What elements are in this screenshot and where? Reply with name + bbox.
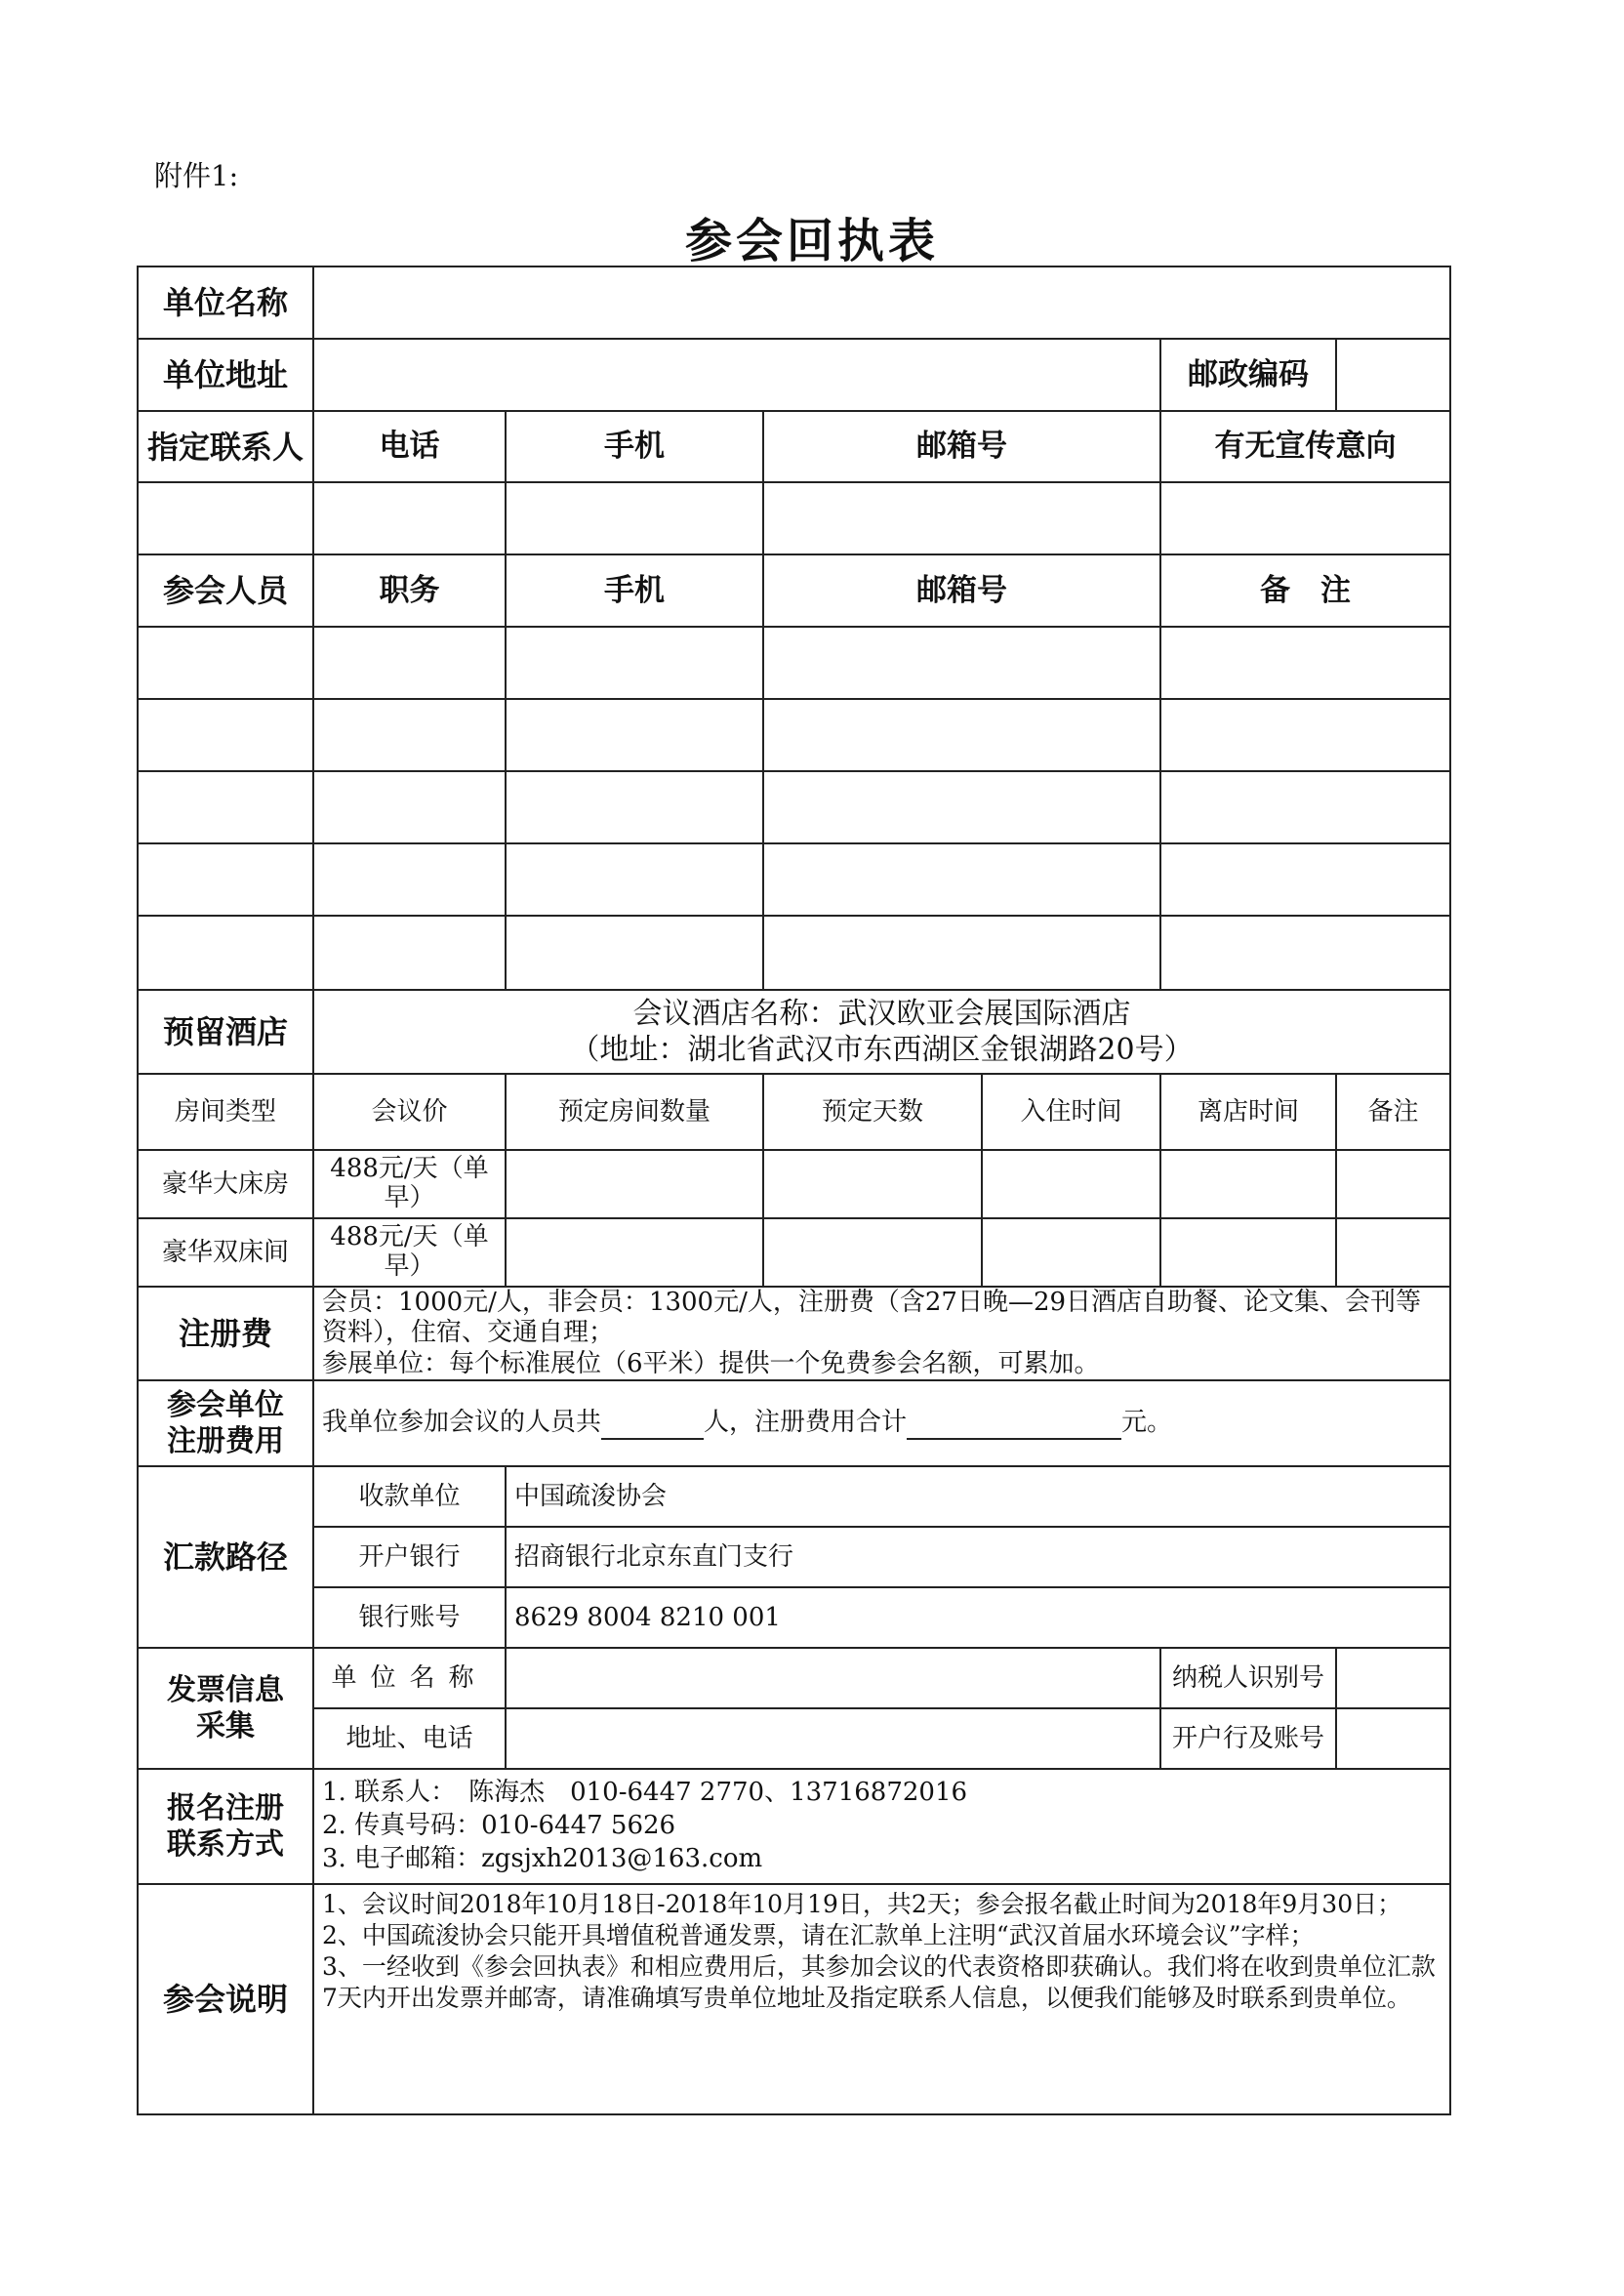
- remittance-value: 8629 8004 8210 001: [506, 1587, 1450, 1648]
- contact-mobile-field[interactable]: [506, 482, 763, 554]
- attendee-remark-field[interactable]: [1160, 916, 1450, 990]
- attendee-remark-field[interactable]: [1160, 771, 1450, 843]
- room-days-field[interactable]: [763, 1218, 982, 1287]
- room-header-row: [138, 1074, 1450, 1150]
- attendee-email-field[interactable]: [763, 843, 1160, 916]
- contact-input-row: [138, 482, 1450, 554]
- attendee-position-field[interactable]: [313, 843, 506, 916]
- email-item: 3. 电子邮箱：zgsjxh2013@163.com: [322, 1843, 763, 1873]
- attendee-mobile-field[interactable]: [506, 699, 763, 771]
- unit-fee-text: [313, 1380, 1450, 1466]
- remittance-key: 银行账号: [313, 1587, 506, 1648]
- attendees-col-mobile: 手机: [506, 554, 763, 627]
- registration-contact-row: [138, 1769, 1450, 1884]
- unit-address-field[interactable]: [313, 339, 1160, 411]
- hotel-label: 预留酒店: [138, 990, 313, 1074]
- invoice-row: [138, 1648, 1450, 1708]
- attendee-remark-field[interactable]: [1160, 843, 1450, 916]
- registration-fee-text: [313, 1287, 1450, 1380]
- room-remark-field[interactable]: [1336, 1150, 1450, 1218]
- room-checkout-field[interactable]: [1160, 1150, 1336, 1218]
- registration-fee-line2: 参展单位：每个标准展位（6平米）提供一个免费参会名额，可累加。: [322, 1348, 1100, 1378]
- unit-name-label: 单位名称: [138, 266, 313, 339]
- attendee-email-field[interactable]: [763, 916, 1160, 990]
- unit-fee-label-2: 注册费用: [167, 1424, 284, 1458]
- unit-fee-label: [138, 1380, 313, 1466]
- attendee-name-field[interactable]: [138, 699, 313, 771]
- room-days-field[interactable]: [763, 1150, 982, 1218]
- registration-fee-row: [138, 1287, 1450, 1380]
- attendee-count-field[interactable]: [601, 1407, 704, 1441]
- taxpayer-id-field[interactable]: [1336, 1648, 1450, 1708]
- invoice-address-phone-field[interactable]: [506, 1708, 1160, 1769]
- room-count-field[interactable]: [506, 1150, 763, 1218]
- hotel-info: [313, 990, 1450, 1074]
- attendee-remark-field[interactable]: [1160, 699, 1450, 771]
- contact-col-mobile: 手机: [506, 411, 763, 482]
- contact-col-email: 邮箱号: [763, 411, 1160, 482]
- remittance-value: 招商银行北京东直门支行: [506, 1527, 1450, 1587]
- attendee-mobile-field[interactable]: [506, 843, 763, 916]
- room-col-checkout: 离店时间: [1160, 1074, 1336, 1150]
- attendee-remark-field[interactable]: [1160, 627, 1450, 699]
- attendee-position-field[interactable]: [313, 771, 506, 843]
- remittance-row: [138, 1466, 1450, 1527]
- attendee-mobile-field[interactable]: [506, 916, 763, 990]
- attendee-email-field[interactable]: [763, 627, 1160, 699]
- room-row: [138, 1218, 1450, 1287]
- bank-account-label: 开户行及账号: [1160, 1708, 1336, 1769]
- contact-label: 指定联系人: [138, 411, 313, 482]
- attendee-name-field[interactable]: [138, 843, 313, 916]
- hotel-address: （地址：湖北省武汉市东西湖区金银湖路20号）: [570, 1033, 1194, 1067]
- attendee-row: [138, 699, 1450, 771]
- remittance-label: 汇款路径: [138, 1466, 313, 1648]
- room-col-count: 预定房间数量: [506, 1074, 763, 1150]
- attendee-row: [138, 916, 1450, 990]
- unit-address-label: 单位地址: [138, 339, 313, 411]
- room-row: [138, 1150, 1450, 1218]
- attendee-row: [138, 843, 1450, 916]
- invoice-row: [138, 1708, 1450, 1769]
- registration-fee-label: 注册费: [138, 1287, 313, 1380]
- room-type: 豪华双床间: [138, 1218, 313, 1287]
- attendee-mobile-field[interactable]: [506, 771, 763, 843]
- contact-name-field[interactable]: [138, 482, 313, 554]
- notes-text: [313, 1884, 1450, 2114]
- attendee-name-field[interactable]: [138, 771, 313, 843]
- registration-contact-info: [313, 1769, 1450, 1884]
- room-checkin-field[interactable]: [982, 1150, 1160, 1218]
- unit-address-row: [138, 339, 1450, 411]
- room-col-remark: 备注: [1336, 1074, 1450, 1150]
- room-checkin-field[interactable]: [982, 1218, 1160, 1287]
- contact-phone-field[interactable]: [313, 482, 506, 554]
- notes-label: 参会说明: [138, 1884, 313, 2114]
- contact-col-phone: 电话: [313, 411, 506, 482]
- unit-fee-text-a: 我单位参加会议的人员共: [322, 1407, 602, 1437]
- remittance-value: 中国疏浚协会: [506, 1466, 1450, 1527]
- attendee-position-field[interactable]: [313, 916, 506, 990]
- unit-name-row: [138, 266, 1450, 339]
- attendee-row: [138, 771, 1450, 843]
- attachment-label: 附件1:: [154, 159, 239, 192]
- unit-fee-label-1: 参会单位: [167, 1387, 284, 1422]
- room-col-days: 预定天数: [763, 1074, 982, 1150]
- registration-contact-label-1: 报名注册: [167, 1790, 284, 1825]
- room-price: 488元/天（单早）: [313, 1218, 506, 1287]
- remittance-key: 开户银行: [313, 1527, 506, 1587]
- postcode-field[interactable]: [1336, 339, 1450, 411]
- invoice-label-2: 采集: [196, 1709, 255, 1743]
- contact-email-field[interactable]: [763, 482, 1160, 554]
- attendee-row: [138, 627, 1450, 699]
- remittance-row: [138, 1587, 1450, 1648]
- unit-fee-text-c: 元。: [1121, 1407, 1173, 1437]
- note-item: 3、一经收到《参会回执表》和相应费用后，其参加会议的代表资格即获确认。我们将在收到贵单位汇款7天内开出发票并邮寄，请准确填写贵单位地址及指定联系人信息，以便我们能够及时联系到贵单位。: [322, 1952, 1436, 2012]
- attendee-email-field[interactable]: [763, 771, 1160, 843]
- room-price: 488元/天（单早）: [313, 1150, 506, 1218]
- notes-row: [138, 1884, 1450, 2114]
- unit-fee-text-b: 人，注册费用合计: [704, 1407, 908, 1437]
- attendee-mobile-field[interactable]: [506, 627, 763, 699]
- note-item: 1、会议时间2018年10月18日-2018年10月19日，共2天；参会报名截止时间为2018年9月30日；: [322, 1890, 1402, 1918]
- room-count-field[interactable]: [506, 1218, 763, 1287]
- registration-fee-line1: 会员：1000元/人，非会员：1300元/人，注册费（含27日晚—29日酒店自助餐、论文集、会刊等资料），住宿、交通自理；: [322, 1288, 1422, 1348]
- attendees-col-email: 邮箱号: [763, 554, 1160, 627]
- invoice-unit-name-field[interactable]: [506, 1648, 1160, 1708]
- room-remark-field[interactable]: [1336, 1218, 1450, 1287]
- contact-person-item: 1. 联系人： 陈海杰 010-6447 2770、13716872016: [322, 1778, 968, 1808]
- room-col-price: 会议价: [313, 1074, 506, 1150]
- room-checkout-field[interactable]: [1160, 1218, 1336, 1287]
- attendees-header-row: [138, 554, 1450, 627]
- invoice-label: [138, 1648, 313, 1769]
- remittance-key: 收款单位: [313, 1466, 506, 1527]
- remittance-row: [138, 1527, 1450, 1587]
- hotel-name: 会议酒店名称：武汉欧亚会展国际酒店: [632, 996, 1131, 1031]
- postcode-label: 邮政编码: [1160, 339, 1336, 411]
- note-item: 2、中国疏浚协会只能开具增值税普通发票，请在汇款单上注明“武汉首届水环境会议”字样；: [322, 1921, 1315, 1949]
- hotel-row: [138, 990, 1450, 1074]
- contact-header-row: [138, 411, 1450, 482]
- registration-contact-label: [138, 1769, 313, 1884]
- attendees-col-position: 职务: [313, 554, 506, 627]
- unit-fee-row: [138, 1380, 1450, 1466]
- registration-contact-label-2: 联系方式: [167, 1827, 284, 1862]
- receipt-table: [137, 266, 1451, 2115]
- fee-total-field[interactable]: [907, 1407, 1121, 1441]
- attendee-email-field[interactable]: [763, 699, 1160, 771]
- attendees-label: 参会人员: [138, 554, 313, 627]
- attendee-name-field[interactable]: [138, 627, 313, 699]
- attendee-position-field[interactable]: [313, 699, 506, 771]
- invoice-label-1: 发票信息: [167, 1672, 284, 1707]
- contact-promo-field[interactable]: [1160, 482, 1450, 554]
- form-title: 参会回执表: [684, 214, 939, 268]
- taxpayer-id-label: 纳税人识别号: [1160, 1648, 1336, 1708]
- contact-col-promo: 有无宣传意向: [1160, 411, 1450, 482]
- room-col-type: 房间类型: [138, 1074, 313, 1150]
- bank-account-field[interactable]: [1336, 1708, 1450, 1769]
- room-type: 豪华大床房: [138, 1150, 313, 1218]
- fax-item: 2. 传真号码：010-6447 5626: [322, 1811, 676, 1841]
- attendee-name-field[interactable]: [138, 916, 313, 990]
- registration-form: [137, 266, 1449, 2115]
- unit-name-field[interactable]: [313, 266, 1450, 339]
- invoice-address-phone-label: 地址、电话: [313, 1708, 506, 1769]
- attendees-col-remark: 备 注: [1160, 554, 1450, 627]
- attendee-position-field[interactable]: [313, 627, 506, 699]
- room-col-checkin: 入住时间: [982, 1074, 1160, 1150]
- invoice-unit-name-label: 单位名称: [313, 1648, 506, 1708]
